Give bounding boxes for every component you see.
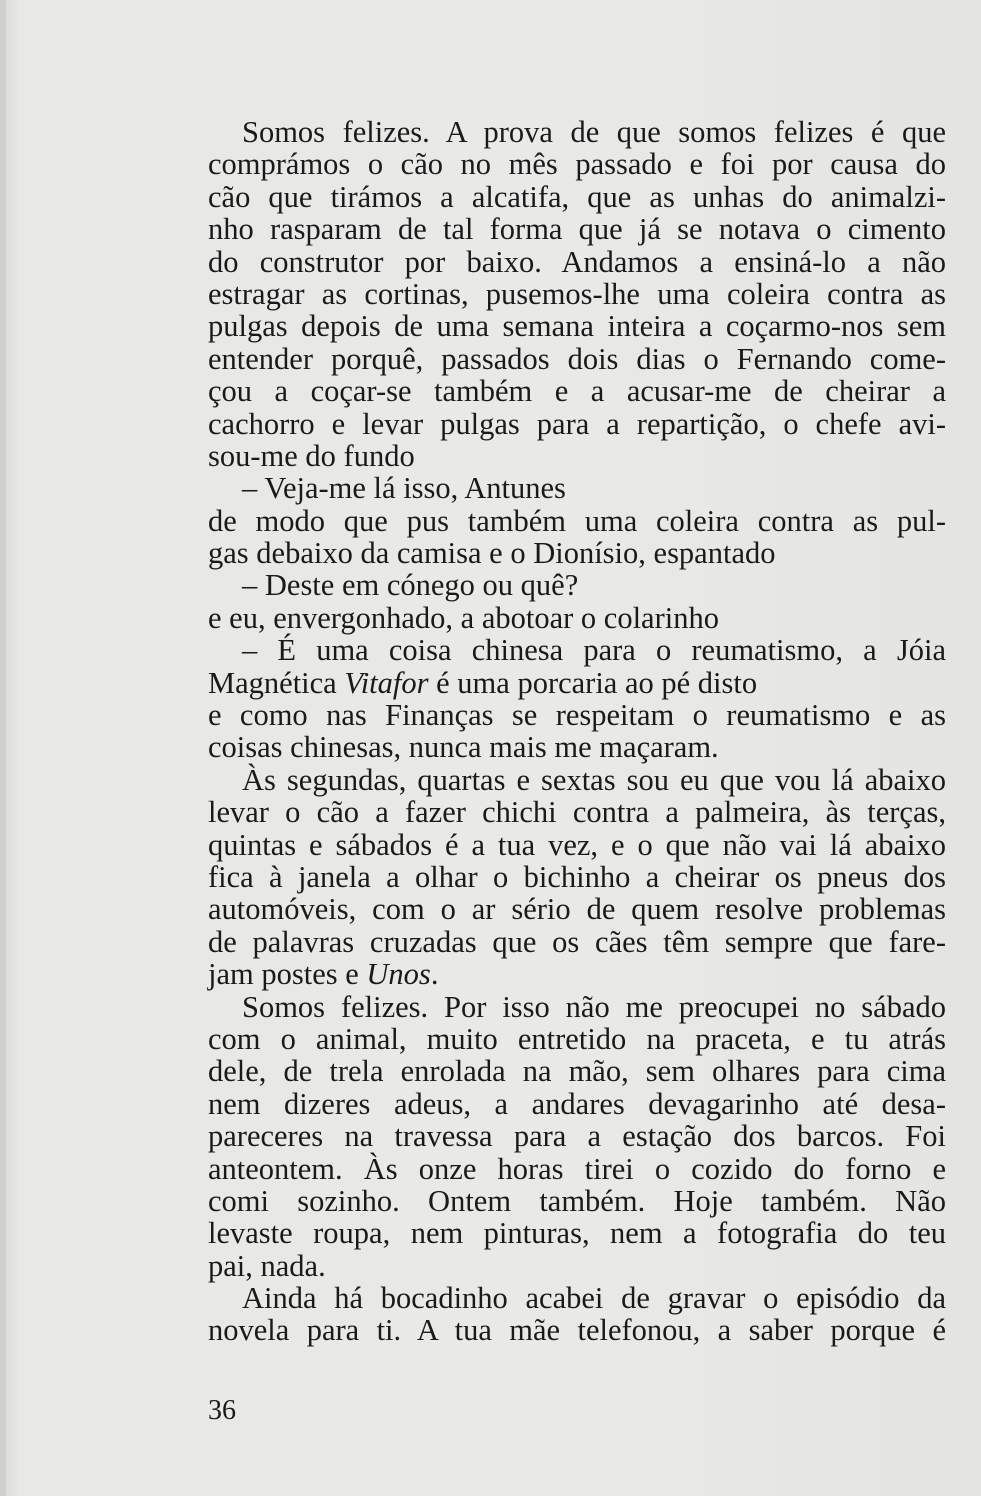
text-line: nem dizeres adeus, a andares devagarinho até desa-: [208, 1086, 946, 1121]
text-line: comi sozinho. Ontem também. Hoje também. Não: [208, 1183, 946, 1218]
text-line: – É uma coisa chinesa para o reumatismo, a Jóia: [242, 633, 946, 668]
text-line: Somos felizes. A prova de que somos felizes é que: [242, 115, 946, 149]
page-number: 36: [208, 1395, 236, 1426]
text-line: cachorro e levar pulgas para a repartição, o chefe avi-: [208, 406, 946, 441]
text-line: automóveis, com o ar sério de quem resolve problemas: [208, 892, 946, 927]
italic-word: Unos: [366, 957, 431, 992]
text-line-segment: é uma porcaria ao pé disto: [428, 665, 758, 700]
body-text: [208, 116, 946, 1347]
text-line: e como nas Finanças se respeitam o reumatismo e as: [208, 698, 946, 733]
page-edge-shadow: [0, 0, 6, 1496]
text-line: novela para ti. A tua mãe telefonou, a saber porque é: [208, 1313, 946, 1348]
text-line: pai, nada.: [208, 1248, 326, 1283]
text-line: com o animal, muito entretido na praceta, e tu atrás: [208, 1021, 946, 1056]
text-line: de modo que pus também uma coleira contra as pul-: [208, 503, 946, 538]
text-line: Às segundas, quartas e sextas sou eu que vou lá abaixo: [242, 762, 946, 797]
text-line: nho rasparam de tal forma que já se notava o cimento: [208, 212, 946, 247]
text-line: comprámos o cão no mês passado e foi por causa do: [208, 147, 946, 182]
text-line: de palavras cruzadas que os cães têm sempre que fare-: [208, 924, 946, 959]
text-line: estragar as cortinas, pusemos-lhe uma coleira contra as: [208, 276, 946, 311]
italic-word: Vitafor: [344, 665, 429, 700]
text-line: – Deste em cónego ou quê?: [242, 568, 579, 603]
text-line: pareceres na travessa para a estação dos barcos. Foi: [208, 1119, 946, 1154]
text-line: cão que tirámos a alcatifa, que as unhas do animalzi-: [208, 179, 946, 214]
text-line: fica à janela a olhar o bichinho a cheirar os pneus dos: [208, 859, 946, 894]
text-line: e eu, envergonhado, a abotoar o colarinho: [208, 600, 719, 635]
text-line: pulgas depois de uma semana inteira a coçarmo-nos sem: [208, 309, 946, 344]
text-line: quintas e sábados é a tua vez, e o que não vai lá abaixo: [208, 827, 946, 862]
text-line: Somos felizes. Por isso não me preocupei no sábado: [242, 989, 946, 1024]
text-line: do construtor por baixo. Andamos a ensiná-lo a não: [208, 244, 946, 279]
text-line: – Veja-me lá isso, Antunes: [242, 471, 566, 506]
text-line-segment: Magnética: [208, 665, 345, 700]
text-line: dele, de trela enrolada na mão, sem olhares para cima: [208, 1054, 946, 1089]
text-line: levaste roupa, nem pinturas, nem a fotografia do teu: [208, 1216, 946, 1251]
text-line-segment: jam postes e: [208, 957, 367, 992]
text-line: entender porquê, passados dois dias o Fernando come-: [208, 341, 946, 376]
text-line: çou a coçar-se também e a acusar-me de cheirar a: [208, 374, 946, 409]
text-line: gas debaixo da camisa e o Dionísio, espantado: [208, 536, 776, 571]
text-line-segment: .: [430, 957, 439, 992]
text-line: anteontem. Às onze horas tirei o cozido do forno e: [208, 1151, 946, 1186]
text-line: sou-me do fundo: [208, 438, 415, 473]
text-line: [208, 958, 946, 990]
text-line: coisas chinesas, nunca mais me maçaram.: [208, 730, 719, 765]
text-line: [208, 667, 946, 699]
text-line: levar o cão a fazer chichi contra a palmeira, às terças,: [208, 795, 946, 830]
text-line: Ainda há bocadinho acabei de gravar o episódio da: [242, 1281, 946, 1316]
